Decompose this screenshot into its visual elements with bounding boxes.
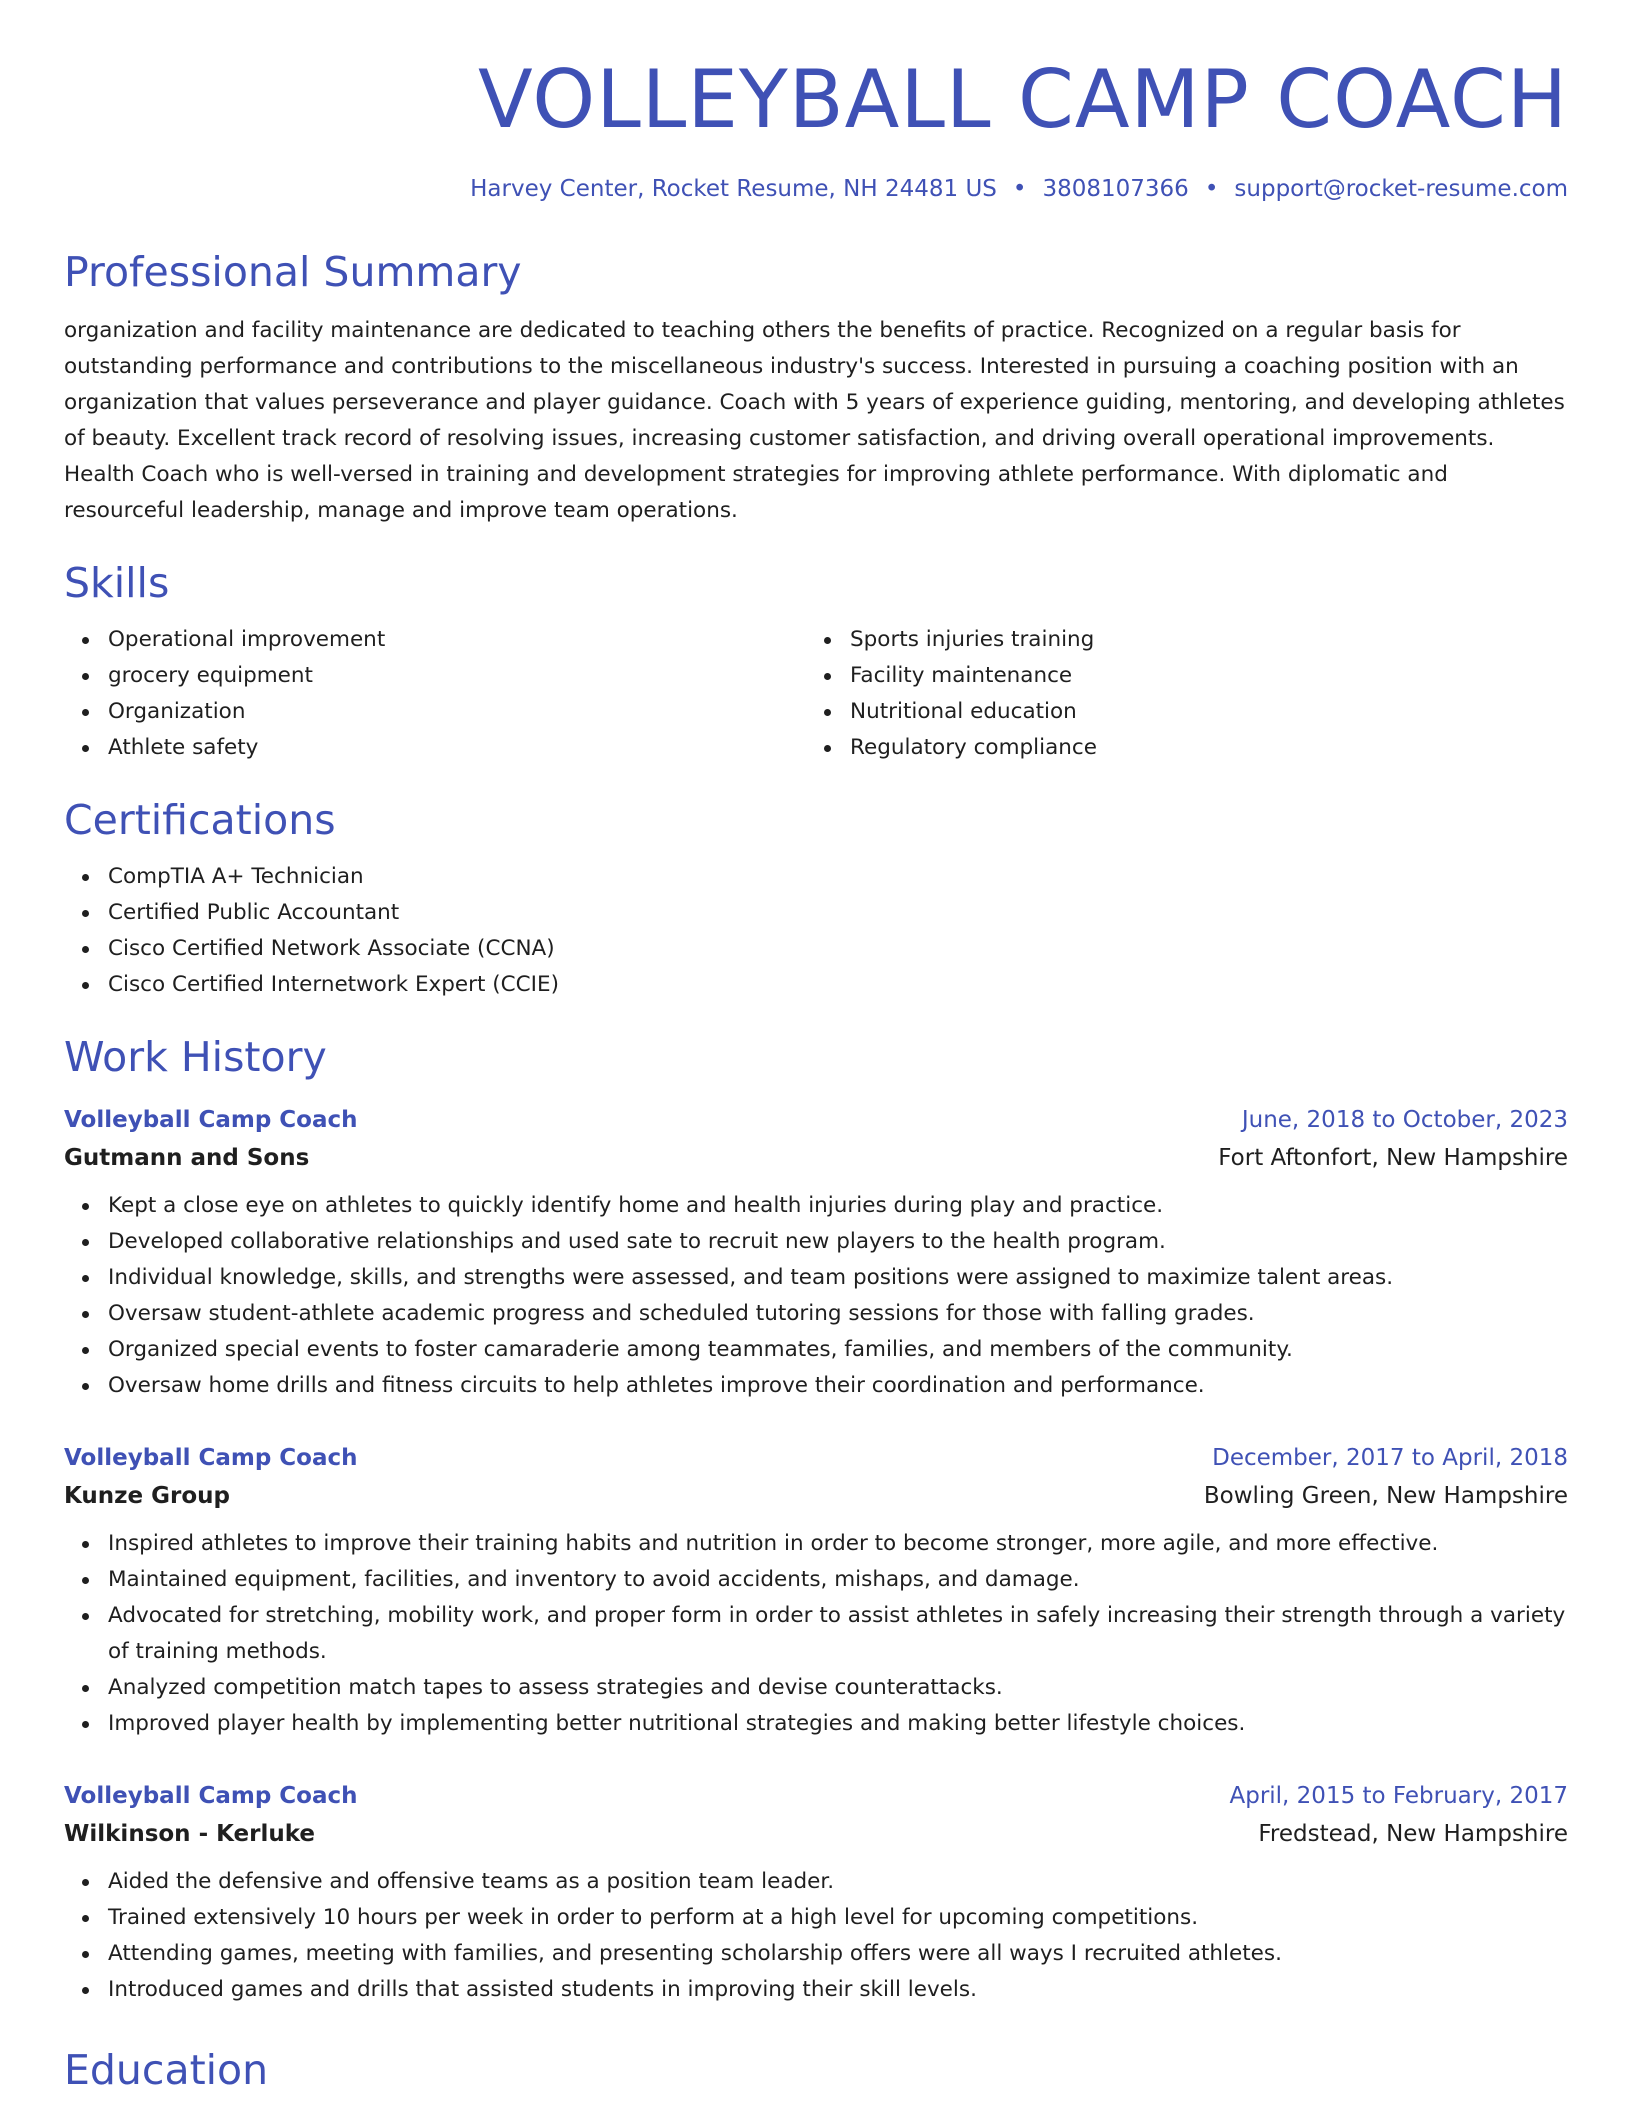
skills-column-left (64, 622, 806, 766)
resume-title: VOLLEYBALL CAMP COACH (477, 53, 1568, 146)
job-company: Wilkinson - Kerluke (64, 1821, 316, 1848)
job-bullet: Maintained equipment, facilities, and inventory to avoid accidents, mishaps, and damage. (108, 1562, 1568, 1598)
job-location: Bowling Green, New Hampshire (1203, 1483, 1568, 1510)
job-dates: April, 2015 to February, 2017 (1229, 1783, 1568, 1810)
job-bullet: Oversaw student-athlete academic progress and scheduled tutoring sessions for those with falling grades. (108, 1296, 1568, 1332)
job-bullet: Kept a close eye on athletes to quickly identify home and health injuries during play and practice. (108, 1188, 1568, 1224)
certification-item: Certified Public Accountant (108, 895, 1568, 931)
skills-section (64, 559, 1568, 766)
job-bullets (64, 1188, 1568, 1404)
contact-separator: • (1204, 176, 1219, 202)
job-bullet: Attending games, meeting with families, and presenting scholarship offers were all ways I recruited athletes. (108, 1936, 1568, 1972)
job-bullet: Introduced games and drills that assisted students in improving their skill levels. (108, 1972, 1568, 2008)
contact-email: support@rocket-resume.com (1234, 176, 1568, 202)
job-bullet: Advocated for stretching, mobility work, and proper form in order to assist athletes in safely increasing their strength through a variety of training methods. (108, 1598, 1568, 1670)
skill-item: Facility maintenance (850, 658, 1548, 694)
skill-item: Organization (108, 694, 806, 730)
contact-separator: • (1012, 176, 1027, 202)
work-history-section (64, 1033, 1568, 2008)
job-bullets (64, 1526, 1568, 1742)
job-bullet: Improved player health by implementing better nutritional strategies and making better lifestyle choices. (108, 1706, 1568, 1742)
job-company: Kunze Group (64, 1483, 231, 1510)
certifications-section (64, 796, 1568, 1003)
summary-text: organization and facility maintenance are dedicated to teaching others the benefits of practice. Recognized on a regular basis for outstanding performance and contributions to the miscellaneous industry's success. Interested in pursuing a coaching position with an organization that values perseverance and player guidance. Coach with 5 years of experience guiding, mentoring, and developing athletes of beauty. Excellent track record of resolving issues, increasing customer satisfaction, and driving overall operational improvements. Health Coach who is well-versed in training and development strategies for improving athlete performance. With diplomatic and resourceful leadership, manage and improve team operations. (64, 317, 1565, 523)
job-bullet: Individual knowledge, skills, and strengths were assessed, and team positions were assigned to maximize talent areas. (108, 1260, 1568, 1296)
job-entry (64, 1102, 1568, 1404)
job-bullet: Aided the defensive and offensive teams as a position team leader. (108, 1864, 1568, 1900)
job-company: Gutmann and Sons (64, 1145, 310, 1172)
job-bullet: Trained extensively 10 hours per week in order to perform at a high level for upcoming competitions. (108, 1900, 1568, 1936)
summary-section (64, 248, 1568, 529)
job-location: Fredstead, New Hampshire (1258, 1821, 1568, 1848)
education-heading: Education (64, 2046, 269, 2095)
skills-heading: Skills (64, 558, 170, 607)
skills-columns (64, 622, 1568, 766)
certifications-list (64, 859, 1568, 1003)
skill-item: Sports injuries training (850, 622, 1548, 658)
skill-item: Operational improvement (108, 622, 806, 658)
certification-item: CompTIA A+ Technician (108, 859, 1568, 895)
job-dates: December, 2017 to April, 2018 (1212, 1445, 1568, 1472)
job-entry (64, 1778, 1568, 2008)
job-title: Volleyball Camp Coach (64, 1445, 358, 1472)
job-bullets (64, 1864, 1568, 2008)
certification-item: Cisco Certified Internetwork Expert (CCIE) (108, 967, 1568, 1003)
certification-item: Cisco Certified Network Associate (CCNA) (108, 931, 1568, 967)
job-title: Volleyball Camp Coach (64, 1783, 358, 1810)
summary-heading: Professional Summary (64, 247, 522, 296)
job-bullet: Oversaw home drills and fitness circuits to help athletes improve their coordination and performance. (108, 1368, 1568, 1404)
job-bullet: Inspired athletes to improve their training habits and nutrition in order to become stronger, more agile, and more effective. (108, 1526, 1568, 1562)
job-title: Volleyball Camp Coach (64, 1107, 358, 1134)
job-dates: June, 2018 to October, 2023 (1241, 1107, 1568, 1134)
job-bullet: Analyzed competition match tapes to assess strategies and devise counterattacks. (108, 1670, 1568, 1706)
job-entry (64, 1440, 1568, 1742)
job-bullet: Organized special events to foster camaraderie among teammates, families, and members of the community. (108, 1332, 1568, 1368)
contact-phone: 3808107366 (1042, 176, 1189, 202)
skill-item: Regulatory compliance (850, 730, 1548, 766)
contact-address: Harvey Center, Rocket Resume, NH 24481 US (470, 176, 997, 202)
education-section (64, 2046, 1568, 2095)
skills-column-right (806, 622, 1548, 766)
certifications-heading: Certifications (64, 795, 336, 844)
work-history-heading: Work History (64, 1033, 327, 1082)
skill-item: Athlete safety (108, 730, 806, 766)
contact-line (64, 176, 1568, 204)
job-location: Fort Aftonfort, New Hampshire (1218, 1145, 1568, 1172)
skill-item: Nutritional education (850, 694, 1548, 730)
skill-item: grocery equipment (108, 658, 806, 694)
job-bullet: Developed collaborative relationships and used sate to recruit new players to the health program. (108, 1224, 1568, 1260)
